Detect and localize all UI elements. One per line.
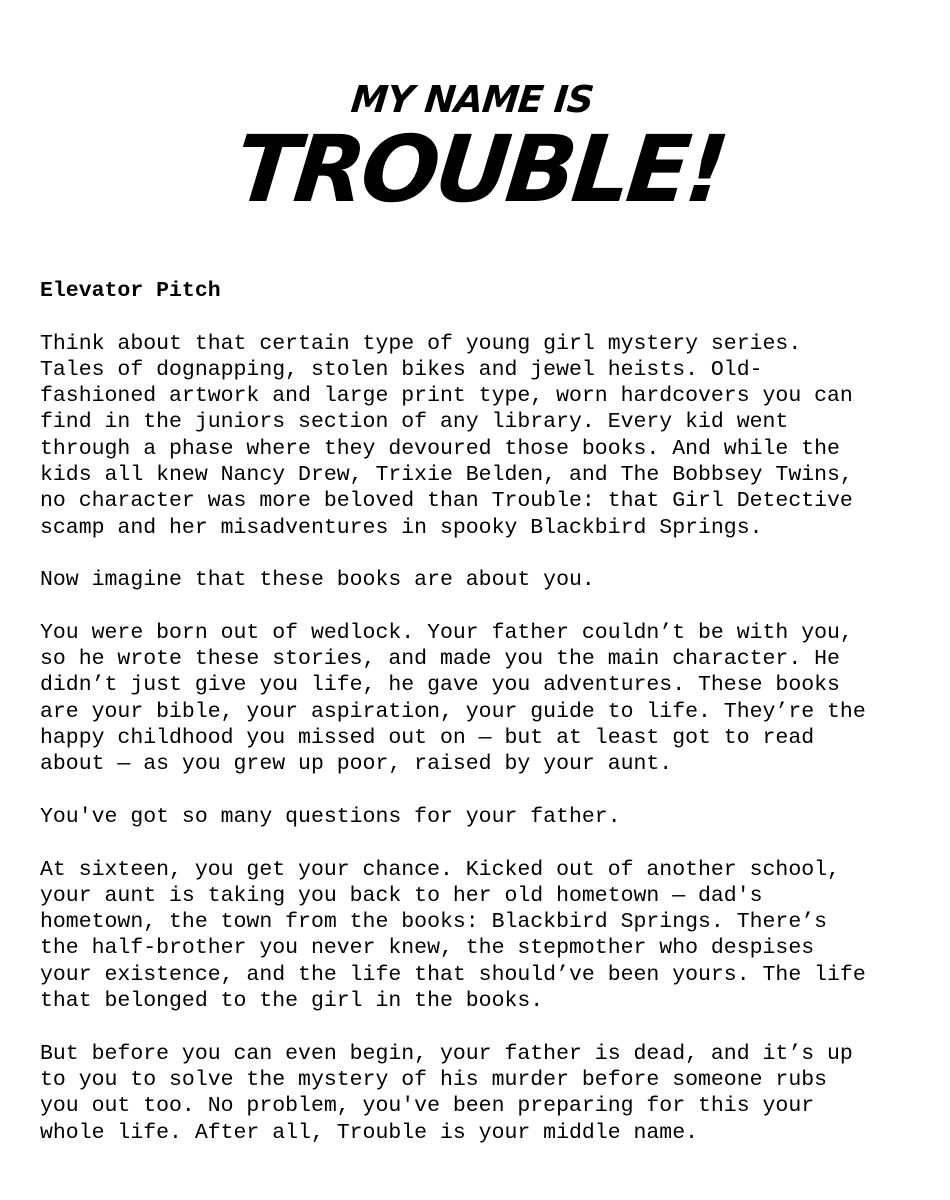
- document-body: [40, 278, 920, 1172]
- paragraph: You were born out of wedlock. Your father couldn’t be with you, so he wrote these stories, and made you the main character. He didn’t just give you life, he gave you adventures. These books are your bible, your aspiration, your guide to life. They’re the happy childhood you missed out on — but at least got to read about — as you grew up poor, raised by your aunt.: [40, 620, 866, 777]
- section-heading: Elevator Pitch: [40, 279, 221, 303]
- logo-line-my-name-is: MY NAME IS: [349, 78, 596, 121]
- paragraph: Now imagine that these books are about you.: [40, 568, 595, 593]
- paragraph: But before you can even begin, your father is dead, and it’s up to you to solve the mystery of his murder before someone rubs you out too. No problem, you've been preparing for this your whole life. After all, Trouble is your middle name.: [40, 1041, 853, 1145]
- logo-line-trouble: TROUBLE!: [230, 116, 730, 223]
- title-logo: [0, 78, 950, 223]
- paragraph: Think about that certain type of young girl mystery series. Tales of dognapping, stolen bikes and jewel heists. Old- fashioned artwork and large print type, worn hardcovers you can find in the juniors section of any library. Every kid went through a phase where they devoured those books. And while the kids all knew Nancy Drew, Trixie Belden, and The Bobbsey Twins, no character was more beloved than Trouble: that Girl Detective scamp and her misadventures in spooky Blackbird Springs.: [40, 331, 853, 540]
- paragraph: At sixteen, you get your chance. Kicked out of another school, your aunt is taking you back to her old hometown — dad's hometown, the town from the books: Blackbird Springs. There’s the half-brother you never knew, the stepmother who despises your existence, and the life that should’ve been yours. The life that belonged to the girl in the books.: [40, 857, 866, 1014]
- paragraph: You've got so many questions for your father.: [40, 804, 621, 829]
